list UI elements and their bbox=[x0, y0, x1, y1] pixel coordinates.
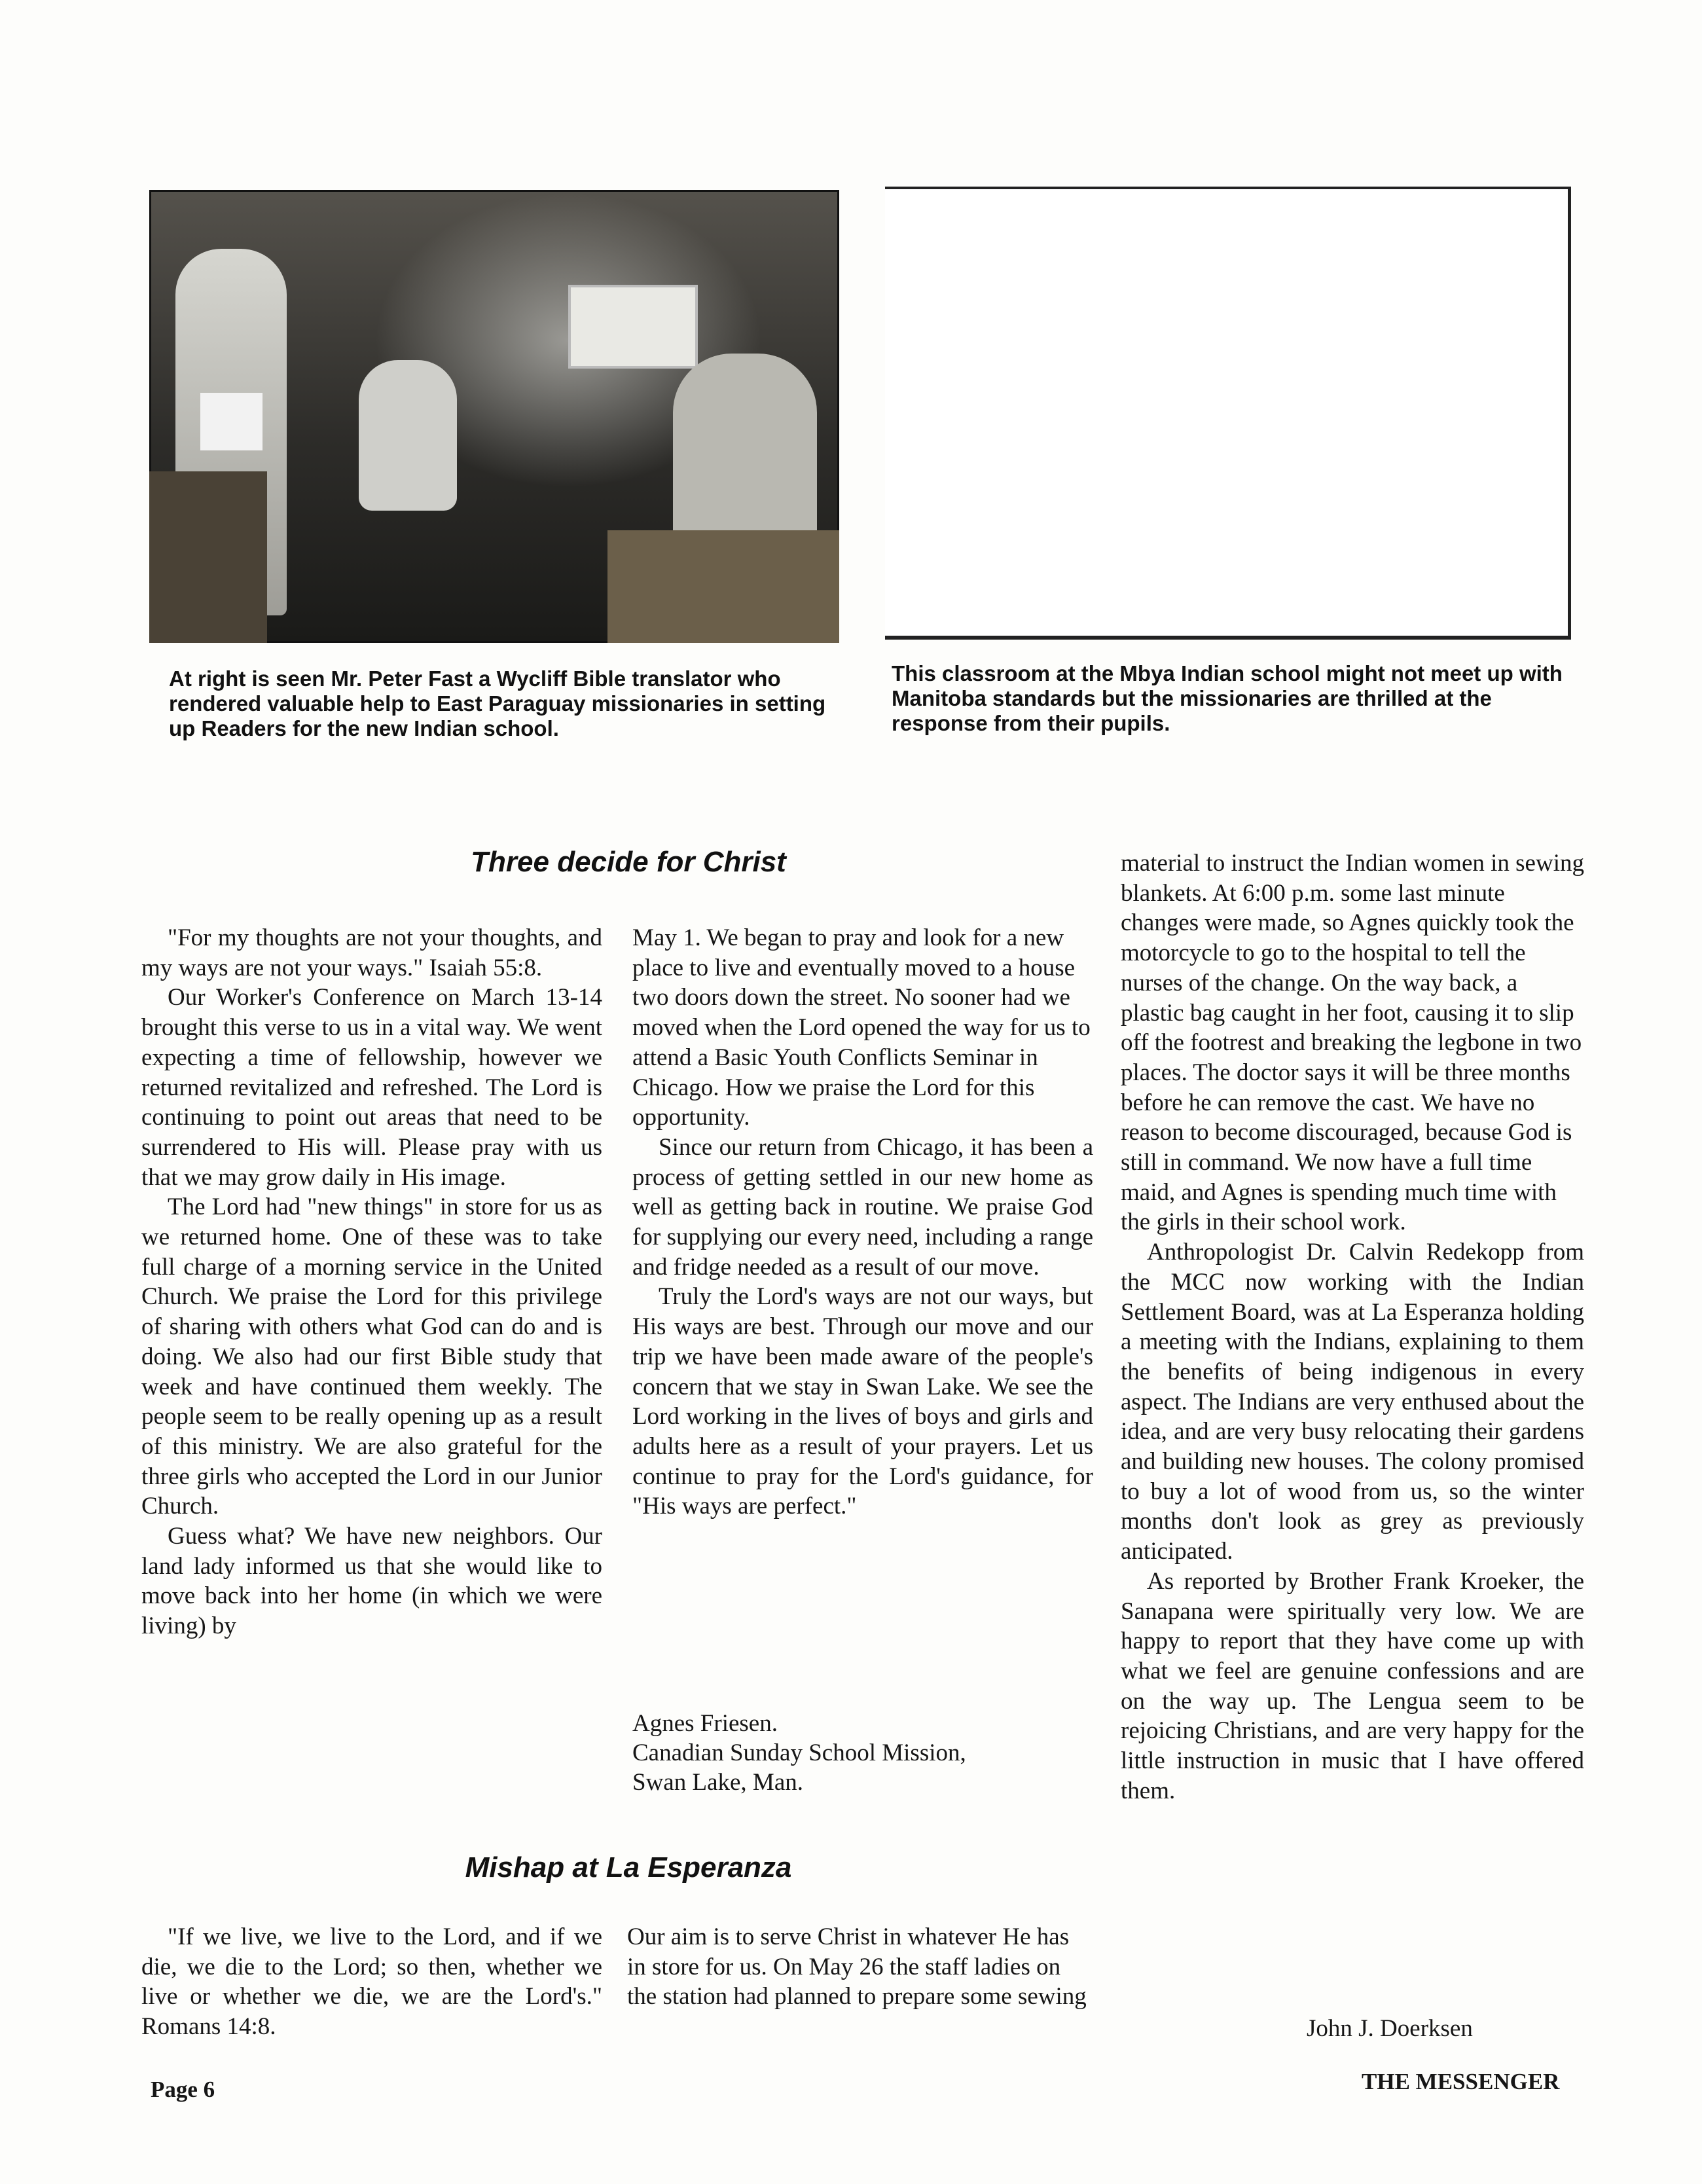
article-1-column-1 bbox=[141, 923, 602, 1641]
photo-classroom-translator bbox=[149, 190, 839, 643]
article-2-signature: John J. Doerksen bbox=[1307, 2015, 1473, 2042]
article-1-headline: Three decide for Christ bbox=[471, 846, 786, 878]
publication-name: THE MESSENGER bbox=[1362, 2069, 1560, 2094]
article-1-paragraph: Guess what? We have new neighbors. Our land lady informed us that she would like to move back into her home (in which we were living) by bbox=[141, 1523, 602, 1640]
article-1-signature bbox=[632, 1709, 1093, 1797]
article-1-paragraph: Our Worker's Conference on March 13-14 brought this verse to us in a vital way. We went expecting a time of fellowship, however we returned revitalized and refreshed. The Lord is continuing to point out areas that need to be surrendered to His will. Please pray with us that we may grow daily in His image. bbox=[141, 984, 602, 1191]
article-2-column-3 bbox=[1121, 848, 1584, 1806]
article-2-paragraph: As reported by Brother Frank Kroeker, the Sanapana were spiritually very low. We are happy to report that they have come up with what we feel are genuine confessions and are on the way up. The Lengua seem to be rejoicing Christians, and are very happy for the little instruction in music that I have offered them. bbox=[1121, 1567, 1584, 1804]
article-2-paragraph: Anthropologist Dr. Calvin Redekopp from the MCC now working with the Indian Settlement Board, was at La Esperanza holding a meeting with the Indians, explaining to them the benefits of being indigenous in every aspect. The Indians are very enthused about the idea, and are very busy relocating their gardens and building new houses. The colony promised to buy a lot of wood from us, so the winter months don't look as grey as previously anticipated. bbox=[1121, 1239, 1584, 1565]
right-photo-caption: This classroom at the Mbya Indian school might not meet up with Manitoba standards but the missionaries are thrilled at the response from their pupils. bbox=[892, 661, 1563, 735]
article-2-verse: "If we live, we live to the Lord, and if we die, we die to the Lord; so then, whether we live or whether we die, we are the Lord's." Romans 14:8. bbox=[141, 1923, 602, 2041]
article-1-paragraph: May 1. We began to pray and look for a new place to live and eventually moved to a house two doors down the street. No sooner had we moved when the Lord opened the way for us to attend a Basic Youth Conflicts Seminar in Chicago. How we praise the Lord for this opportunity. bbox=[632, 924, 1091, 1131]
article-2-paragraph: Our aim is to serve Christ in whatever He has in store for us. On May 26 the staff ladies on the station had planned to prepare some sewing bbox=[627, 1923, 1087, 2011]
signature-organization: Canadian Sunday School Mission, bbox=[632, 1739, 966, 1766]
page-number: Page 6 bbox=[151, 2077, 215, 2102]
photo-frame-blank bbox=[885, 187, 1571, 640]
article-1-paragraph: Truly the Lord's ways are not our ways, but His ways are best. Through our move and our trip we have been made aware of the people's concern that we stay in Swan Lake. We see the Lord working in the lives of boys and girls and adults here as a result of your prayers. Let us continue to pray for the Lord's guidance, for "His ways are perfect." bbox=[632, 1283, 1093, 1520]
article-2-column-2 bbox=[627, 1922, 1088, 2012]
article-1-paragraph: Since our return from Chicago, it has been a process of getting settled in our new home as well as getting back in routine. We praise God for supplying our every need, including a range and fridge needed as a result of our move. bbox=[632, 1133, 1093, 1281]
article-1-verse: "For my thoughts are not your thoughts, and my ways are not your ways." Isaiah 55:8. bbox=[141, 924, 602, 981]
signature-name: Agnes Friesen. bbox=[632, 1710, 778, 1737]
article-1-paragraph: The Lord had "new things" in store for us as we returned home. One of these was to take full charge of a morning service in the United Church. We praise the Lord for this privilege of sharing with others what God can do and is doing. We also had our first Bible study that week and have continued them weekly. The people seem to be really opening up as a result of this ministry. We are also grateful for the three girls who accepted the Lord in our Junior Church. bbox=[141, 1193, 602, 1520]
left-photo-caption: At right is seen Mr. Peter Fast a Wycliff Bible translator who rendered valuable help to East Paraguay missionaries in setting up Readers for the new Indian school. bbox=[169, 666, 826, 740]
article-2-column-1 bbox=[141, 1922, 602, 2042]
article-2-paragraph: material to instruct the Indian women in sewing blankets. At 6:00 p.m. some last minute changes were made, so Agnes quickly took the motorcycle to go to the hospital to tell the nurses of the change. On the way back, a plastic bag caught in her foot, causing it to slip off the footrest and breaking the legbone in two places. The doctor says it will be three months before he can remove the cast. We have no reason to become discouraged, because God is still in command. We now have a full time maid, and Agnes is spending much time with the girls in their school work. bbox=[1121, 850, 1584, 1236]
signature-location: Swan Lake, Man. bbox=[632, 1769, 803, 1796]
article-1-column-2 bbox=[632, 923, 1093, 1521]
article-2-headline: Mishap at La Esperanza bbox=[465, 1851, 792, 1884]
